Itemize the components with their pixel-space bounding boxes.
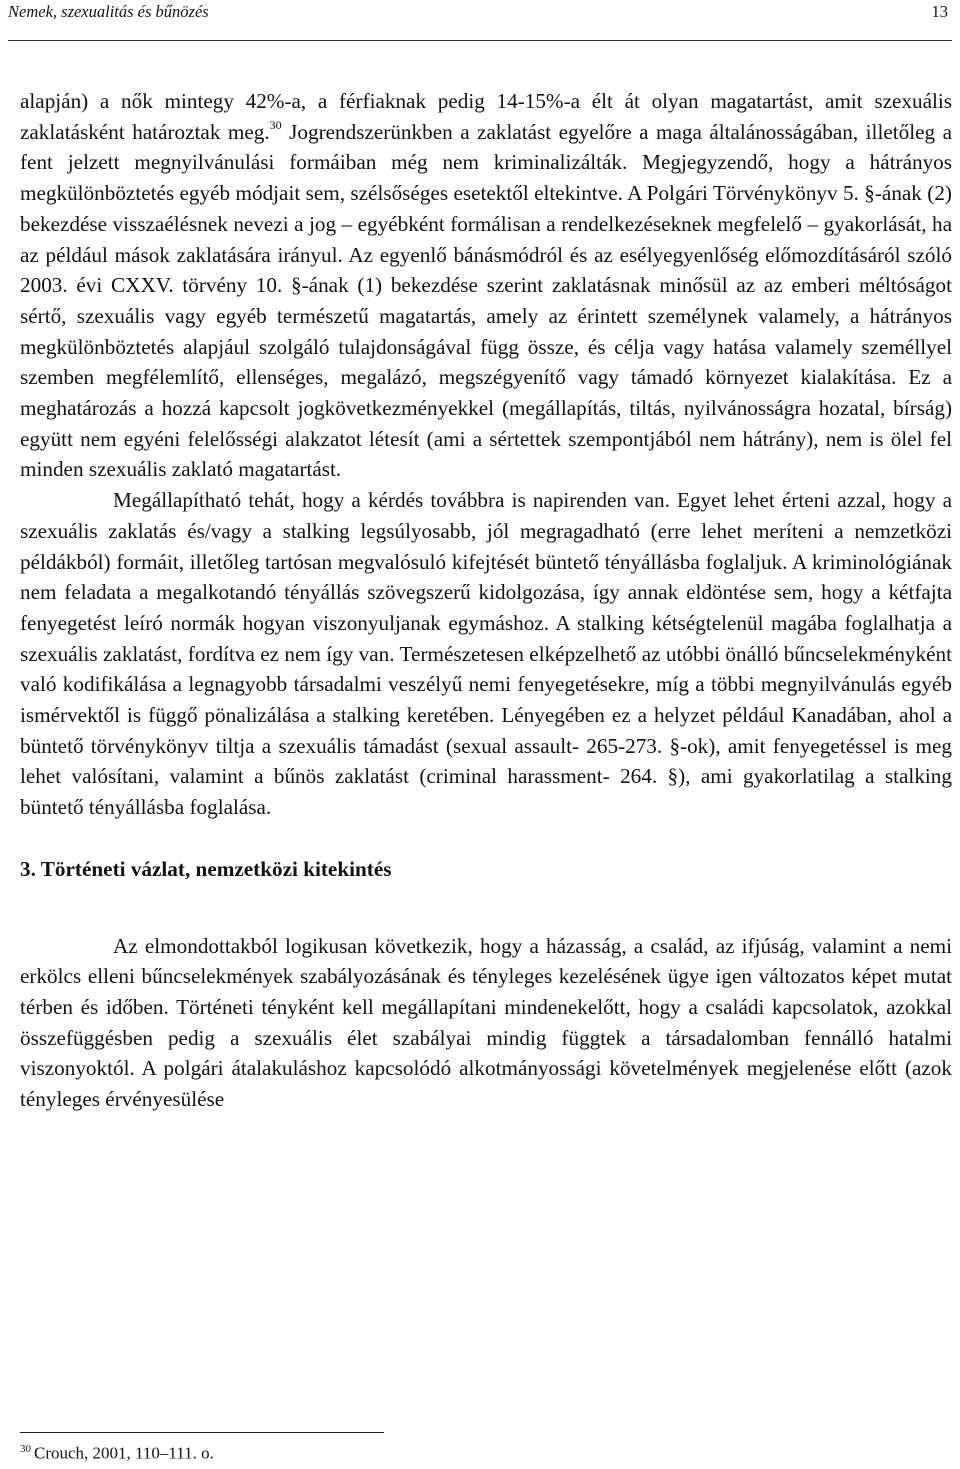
section-heading: 3. Történeti vázlat, nemzetközi kitekintés (20, 856, 392, 881)
paragraph-1 (20, 86, 952, 485)
footnote-text: Crouch, 2001, 110–111. o. (34, 1443, 214, 1463)
running-header (8, 0, 952, 41)
footnote-divider (20, 1432, 384, 1433)
section-spacer (20, 885, 952, 931)
page-number: 13 (931, 2, 948, 21)
header-title: Nemek, szexualitás és bűnözés (8, 2, 209, 21)
footnote (20, 1438, 214, 1465)
footnote-reference[interactable]: 30 (269, 117, 282, 132)
page-body (20, 86, 952, 1115)
paragraph-2: Megállapítható tehát, hogy a kérdés továbbra is napirenden van. Egyet lehet érteni azzal, hogy a szexuális zaklatás és/vagy a stalking legsúlyosabb, jól megragadható (erre lehet meríteni a nemzetközi példákból) formáit, illetőleg tartósan megvalósuló kifejtését büntető tényállásba foglaljuk. A kriminológiának nem feladata a megalkotandó tényállás szövegszerű kidolgozása, így annak eldöntése sem, hogy a kétfajta fenyegetést leíró normák hogyan viszonyuljanak egymáshoz. A stalking kétségtelenül magába foglalhatja a szexuális zaklatást, fordítva ez nem így van. Természetesen elképzelhető az utóbbi önálló bűncselekményként való kodifikálása a legnagyobb társadalmi veszélyű nemi fenyegetésekre, míg a többi megnyilvánulás egyéb ismérvektől is függő pönalizálása a stalking keretében. Lényegében ez a helyzet például Kanadában, ahol a büntető törvénykönyv tiltja a szexuális támadást (sexual assault- 265-273. §-ok), amit fenyegetéssel is meg lehet valósítani, valamint a bűnös zaklatást (criminal harassment- 264. §), ami gyakorlatilag a stalking büntető tényállásba foglalása. (20, 488, 952, 820)
paragraph-3: Az elmondottakból logikusan következik, hogy a házasság, a család, az ifjúság, valamint a nemi erkölcs elleni bűncselekmények szabályozásának és tényleges kezelésének ügye igen változatos képet mutat térben és időben. Történeti tényként kell megállapítani mindenekelőtt, hogy a családi kapcsolatok, azokkal összefüggésben pedig a szexuális élet szabályai mindig függtek a társadalomban fennálló hatalmi viszonyoktól. A polgári átalakuláshoz kapcsolódó alkotmányossági követelmények megjelenése előtt (azok tényleges érvényesülése (20, 933, 952, 1112)
footnote-marker: 30 (20, 1443, 31, 1455)
paragraph-1-start: alapján) a nők mintegy 42%-a, a férfiaknak pedig 14-15%-a élt át olyan magatartást, amit szexuális zaklatásként határoztak meg. (20, 89, 952, 144)
paragraph-1-rest: Jogrendszerünkben a zaklatást egyelőre a maga általánosságában, illetőleg a fent jelzett megnyilvánulási formáiban még nem kriminalizálták. Megjegyzendő, hogy a hátrányos megkülönböztetés egyéb módjait sem, szélsőséges esetektől eltekintve. A Polgári Törvénykönyv 5. §-ának (2) bekezdése visszaélésnek nevezi a jog – egyébként formálisan a rendelkezéseknek megfelelő – gyakorlását, ha az például mások zaklatására irányul. Az egyenlő bánásmódról és az esélyegyenlőség előmozdításáról szóló 2003. évi CXXV. törvény 10. §-ának (1) bekezdése szerint zaklatásnak minősül az az emberi méltóságot sértő, szexuális vagy egyéb természetű magatartás, amely az érintett személynek valamely, a hátrányos megkülönböztetés alapjául szolgáló tulajdonságával függ össze, és célja vagy hatása valamely személlyel szemben megfélemlítő, ellenséges, megalázó, megszégyenítő vagy támadó környezet kialakítása. Ez a meghatározás a hozzá kapcsolt jogkövetkezményekkel (megállapítás, tiltás, nyilvánosságra hozatal, bírság) együtt nem egyéni felelősségi alakzatot létesít (ami a sértettek szempontjából nem hátrány), nem is ölel fel minden szexuális zaklató magatartást. (20, 119, 952, 482)
